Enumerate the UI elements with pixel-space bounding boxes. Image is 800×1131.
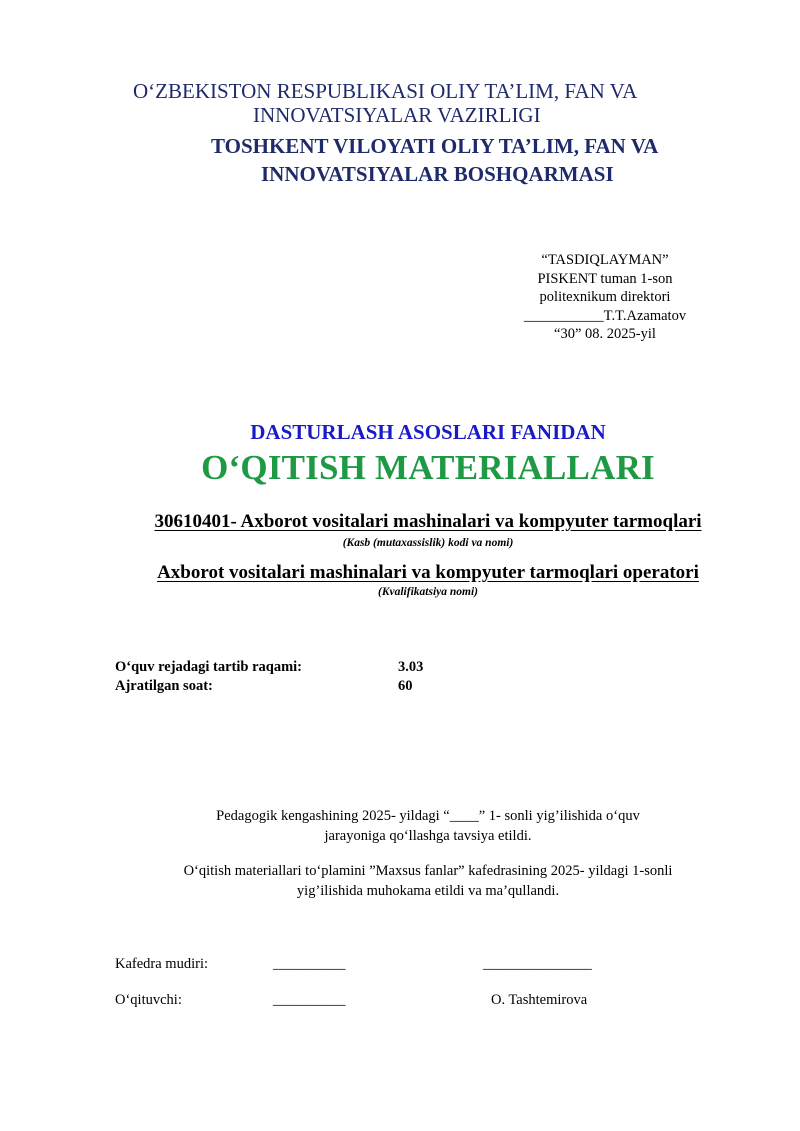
department-note-line-1: O‘qitish materiallari to‘plamini ”Maxsus fanlar” kafedrasining 2025- yildagi 1-sonli — [183, 863, 673, 879]
head-of-department-signature-line: __________ — [273, 956, 346, 972]
teacher-label: O‘qituvchi: — [115, 992, 182, 1008]
council-note-line-1: Pedagogik kengashining 2025- yildagi “____” 1- sonli yig’ilishida o‘quv — [216, 808, 640, 824]
order-value: 3.03 — [398, 659, 424, 675]
specialty-code-caption: (Kasb (mutaxassislik) kodi va nomi) — [342, 537, 514, 549]
board-line-1: TOSHKENT VILOYATI OLIY TA’LIM, FAN VA — [211, 134, 659, 158]
ministry-line-1: O‘ZBEKISTON RESPUBLIKASI OLIY TA’LIM, FAN VA — [133, 79, 638, 103]
approval-date: “30” 08. 2025-yil — [554, 326, 656, 342]
approval-institution: PISKENT tuman 1-son — [537, 270, 673, 287]
board-line-2: INNOVATSIYALAR BOSHQARMASI — [261, 162, 614, 186]
approval-signature: ___________T.T.Azamatov — [523, 307, 687, 324]
council-note-line-2: jarayoniga qo‘llashga tavsiya etildi. — [324, 828, 532, 844]
teacher-signature-line: __________ — [273, 992, 346, 1008]
approval-position: politexnikum direktori — [539, 289, 671, 305]
head-of-department-name-line: _______________ — [483, 956, 592, 972]
teacher-name: O. Tashtemirova — [491, 992, 588, 1008]
qualification-caption: (Kvalifikatsiya nomi) — [378, 586, 478, 598]
subject-title: DASTURLASH ASOSLARI FANIDAN — [250, 420, 606, 444]
order-label: O‘quv rejadagi tartib raqami: — [115, 659, 303, 675]
head-of-department-label: Kafedra mudiri: — [115, 956, 209, 972]
materials-title: O‘QITISH MATERIALLARI — [201, 448, 655, 487]
specialty-code-name: 30610401- Axborot vositalari mashinalari va kompyuter tarmoqlari — [154, 511, 702, 532]
approval-block — [505, 251, 705, 344]
ministry-line-2: INNOVATSIYALAR VAZIRLIGI — [253, 103, 541, 127]
approval-title: “TASDIQLAYMAN” — [541, 252, 669, 268]
department-note-line-2: yig’ilishida muhokama etildi va ma’qullandi. — [296, 883, 560, 899]
department-note — [28, 861, 800, 901]
council-note — [28, 806, 800, 846]
hours-label: Ajratilgan soat: — [115, 678, 213, 694]
qualification-name: Axborot vositalari mashinalari va kompyuter tarmoqlari operatori — [157, 562, 699, 583]
hours-value: 60 — [398, 678, 413, 694]
